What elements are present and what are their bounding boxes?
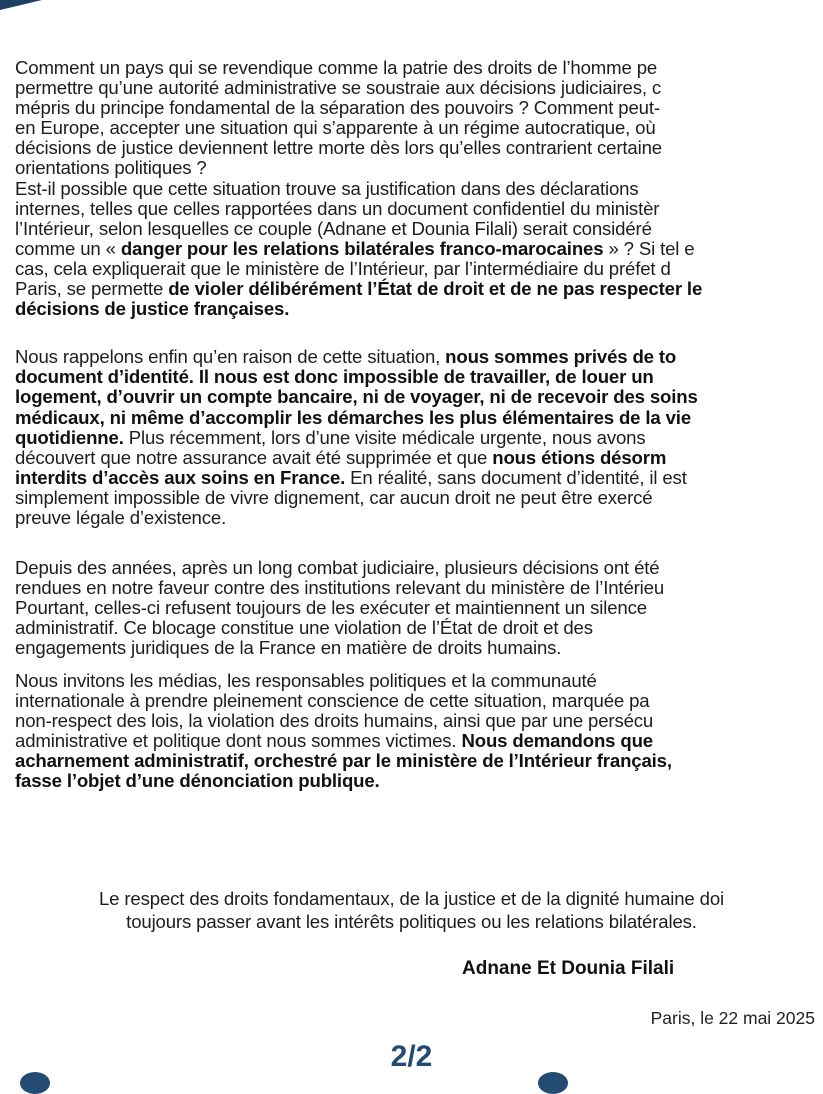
bold-text: quotidienne. (15, 426, 124, 448)
paragraph-2 (15, 179, 823, 320)
corner-decoration (0, 0, 42, 10)
signature: Adnane Et Dounia Filali (462, 958, 675, 979)
text-line: toujours passer avant les intérêts politiques ou les relations bilatérales. (126, 911, 697, 932)
text-line: mépris du principe fondamental de la séparation des pouvoirs ? Comment peut- (15, 97, 660, 119)
bold-text: danger pour les relations bilatérales franco-marocaines (120, 237, 604, 259)
text-line: engagements juridiques de la France en matière de droits humains. (15, 637, 562, 659)
text-run: découvert que notre assurance avait été supprimée et que (15, 446, 493, 468)
footer-dot-right (538, 1072, 568, 1094)
text-line: permettre qu’une autorité administrative se soustraie aux décisions judiciaires, c (15, 77, 662, 99)
text-run: administrative et politique dont nous sommes victimes. (15, 729, 462, 751)
text-line (15, 468, 823, 488)
text-line: en Europe, accepter une situation qui s’apparente à un régime autocratique, où (15, 117, 656, 139)
bold-text: interdits d’accès aux soins en France. (15, 466, 346, 488)
text-line: Depuis des années, après un long combat judiciaire, plusieurs décisions ont été (15, 557, 660, 579)
text-line: orientations politiques ? (15, 157, 207, 179)
text-run: » ? Si tel e (603, 237, 695, 259)
text-line (15, 239, 823, 259)
bold-text: Nous demandons que (461, 729, 653, 751)
text-line: administratif. Ce blocage constitue une violation de l’État de droit et des (15, 617, 593, 639)
bold-text: acharnement administratif, orchestré par le ministère de l’Intérieur français, (15, 749, 672, 771)
footer-dot-left (20, 1072, 50, 1094)
text-line (15, 408, 823, 428)
text-line: Est-il possible que cette situation trouve sa justification dans des déclarations (15, 177, 639, 199)
text-line (15, 367, 823, 387)
text-line: Comment un pays qui se revendique comme la patrie des droits de l’homme pe (15, 57, 658, 78)
bold-text: document d’identité. Il nous est donc impossible de travailler, de louer un (15, 366, 654, 388)
bold-text: décisions de justice françaises. (15, 298, 290, 320)
paragraph-3 (15, 347, 823, 528)
text-line (15, 387, 823, 407)
text-line (15, 448, 823, 468)
paragraph-1 (15, 58, 823, 179)
text-run: Nous rappelons enfin qu’en raison de cette situation, (15, 346, 446, 368)
paragraph-5 (15, 671, 823, 792)
text-line: Le respect des droits fondamentaux, de la justice et de la dignité humaine doi (98, 888, 725, 909)
bold-text: nous étions désorm (492, 446, 667, 468)
bold-text: médicaux, ni même d’accomplir les démarches les plus élémentaires de la vie (15, 406, 692, 428)
page-number: 2/2 (390, 1040, 433, 1073)
text-line (15, 731, 823, 751)
text-line (15, 279, 823, 299)
bold-text: fasse l’objet d’une dénonciation publique. (15, 770, 380, 791)
text-line (15, 751, 823, 771)
text-line: internationale à prendre pleinement conscience de cette situation, marquée pa (15, 689, 650, 711)
text-line: simplement impossible de vivre dignement, car aucun droit ne peut être exercé (15, 486, 653, 508)
text-line: non-respect des lois, la violation des droits humains, ainsi que par une persécu (15, 709, 654, 731)
paragraph-4 (15, 558, 823, 658)
letter-body (15, 58, 823, 811)
text-run: Paris, se permette (15, 278, 169, 300)
text-run: comme un « (15, 237, 121, 259)
text-line: l’Intérieur, selon lesquelles ce couple (Adnane et Dounia Filali) serait considéré (15, 217, 652, 239)
text-line: cas, cela expliquerait que le ministère de l’Intérieur, par l’intermédiaire du préfet d (15, 257, 671, 279)
text-line: Pourtant, celles-ci refusent toujours de les exécuter et maintiennent un silence (15, 597, 647, 619)
text-line (15, 428, 823, 448)
text-line: décisions de justice deviennent lettre morte dès lors qu’elles contrarient certaine (15, 137, 662, 159)
text-line: internes, telles que celles rapportées dans un document confidentiel du ministèr (15, 197, 660, 219)
text-run: En réalité, sans document d’identité, il est (345, 466, 687, 488)
bold-text: nous sommes privés de to (445, 346, 677, 368)
text-line: Nous invitons les médias, les responsables politiques et la communauté (15, 669, 597, 691)
text-line: rendues en notre faveur contre des institutions relevant du ministère de l’Intérieu (15, 577, 665, 599)
text-run: Plus récemment, lors d’une visite médicale urgente, nous avons (123, 426, 646, 448)
text-line (15, 347, 823, 367)
text-line: preuve légale d’existence. (15, 506, 227, 528)
bold-text: logement, d’ouvrir un compte bancaire, ni de voyager, ni de recevoir des soins (15, 386, 698, 408)
date-line: Paris, le 22 mai 2025 (650, 1008, 815, 1028)
bold-text: de violer délibérément l’État de droit et de ne pas respecter le (168, 278, 703, 300)
closing-statement (0, 887, 823, 933)
text-line (15, 771, 823, 791)
text-line (15, 299, 823, 319)
